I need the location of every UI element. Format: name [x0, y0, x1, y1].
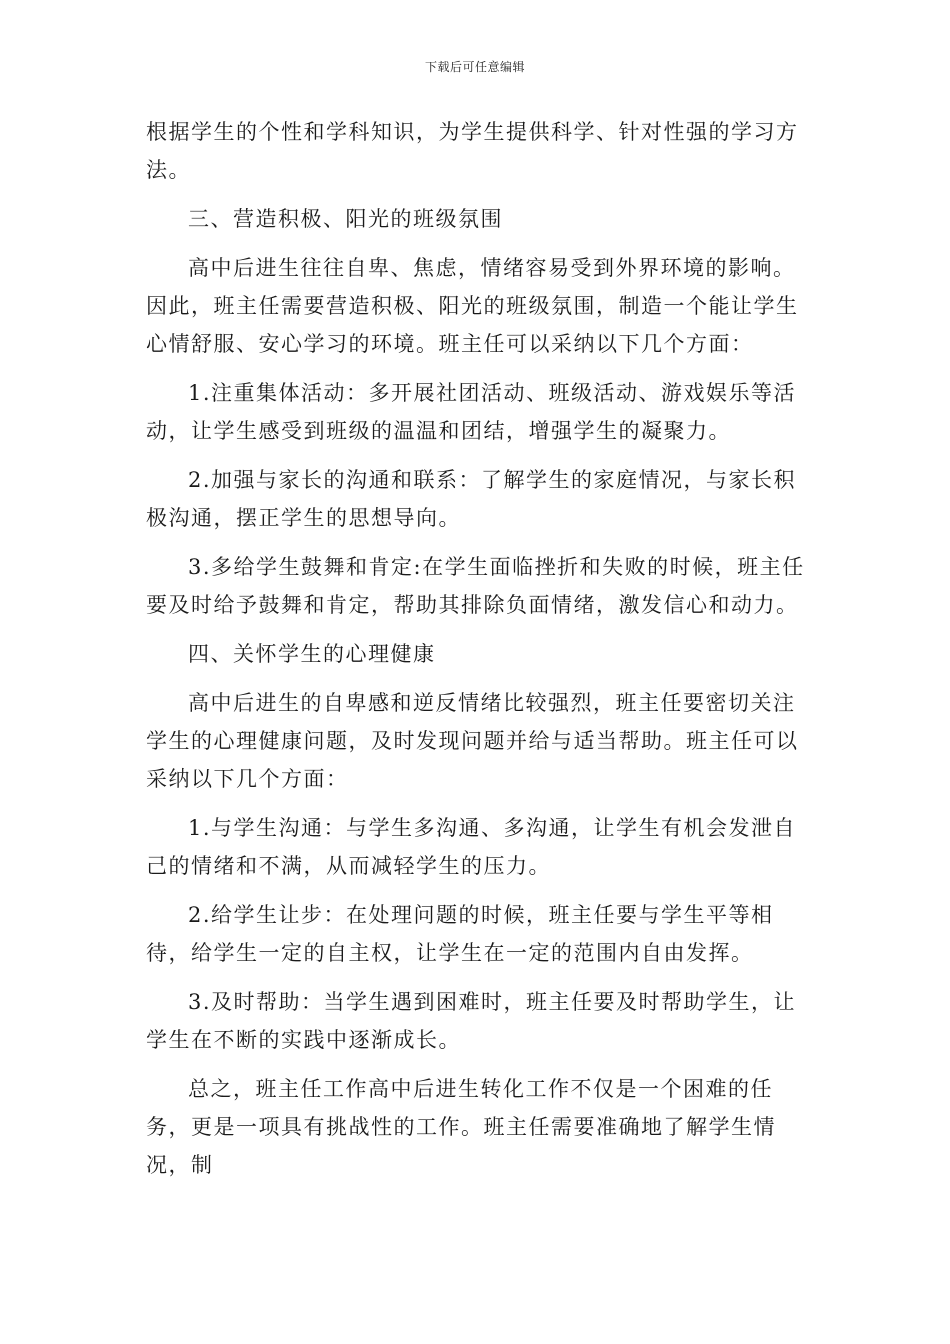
section-heading: 四、关怀学生的心理健康: [188, 642, 436, 666]
paragraph: 总之，班主任工作高中后进生转化工作不仅是一个困难的任务，更是一项具有挑战性的工作。班主任需要准确地了解学生情况，制: [146, 1077, 776, 1177]
section-heading: 三、营造积极、阳光的班级氛围: [188, 207, 503, 231]
paragraph: 根据学生的个性和学科知识，为学生提供科学、针对性强的学习方法。: [146, 120, 799, 182]
paragraph: 高中后进生的自卑感和逆反情绪比较强烈，班主任要密切关注学生的心理健康问题，及时发现问题并给与适当帮助。班主任可以采纳以下几个方面：: [146, 691, 799, 791]
list-item: 2.加强与家长的沟通和联系：了解学生的家庭情况，与家长积极沟通，摆正学生的思想导向。: [146, 468, 797, 530]
document-body: [146, 113, 806, 1195]
list-item: 1.注重集体活动：多开展社团活动、班级活动、游戏娱乐等活动，让学生感受到班级的温温和团结，增强学生的凝聚力。: [146, 381, 797, 443]
page-header: 下载后可任意编辑: [424, 60, 525, 74]
list-item: 3.及时帮助：当学生遇到困难时，班主任要及时帮助学生，让学生在不断的实践中逐渐成长。: [146, 990, 797, 1052]
list-item: 3.多给学生鼓舞和肯定:在学生面临挫折和失败的时候，班主任要及时给予鼓舞和肯定，帮助其排除负面情绪，激发信心和动力。: [146, 555, 805, 617]
list-item: 2.给学生让步：在处理问题的时候，班主任要与学生平等相待，给学生一定的自主权，让学生在一定的范围内自由发挥。: [146, 903, 774, 965]
list-item: 1.与学生沟通：与学生多沟通、多沟通，让学生有机会发泄自己的情绪和不满，从而减轻学生的压力。: [146, 816, 797, 878]
paragraph: 高中后进生往往自卑、焦虑，情绪容易受到外界环境的影响。因此，班主任需要营造积极、阳光的班级氛围，制造一个能让学生心情舒服、安心学习的环境。班主任可以采纳以下几个方面：: [146, 256, 799, 356]
